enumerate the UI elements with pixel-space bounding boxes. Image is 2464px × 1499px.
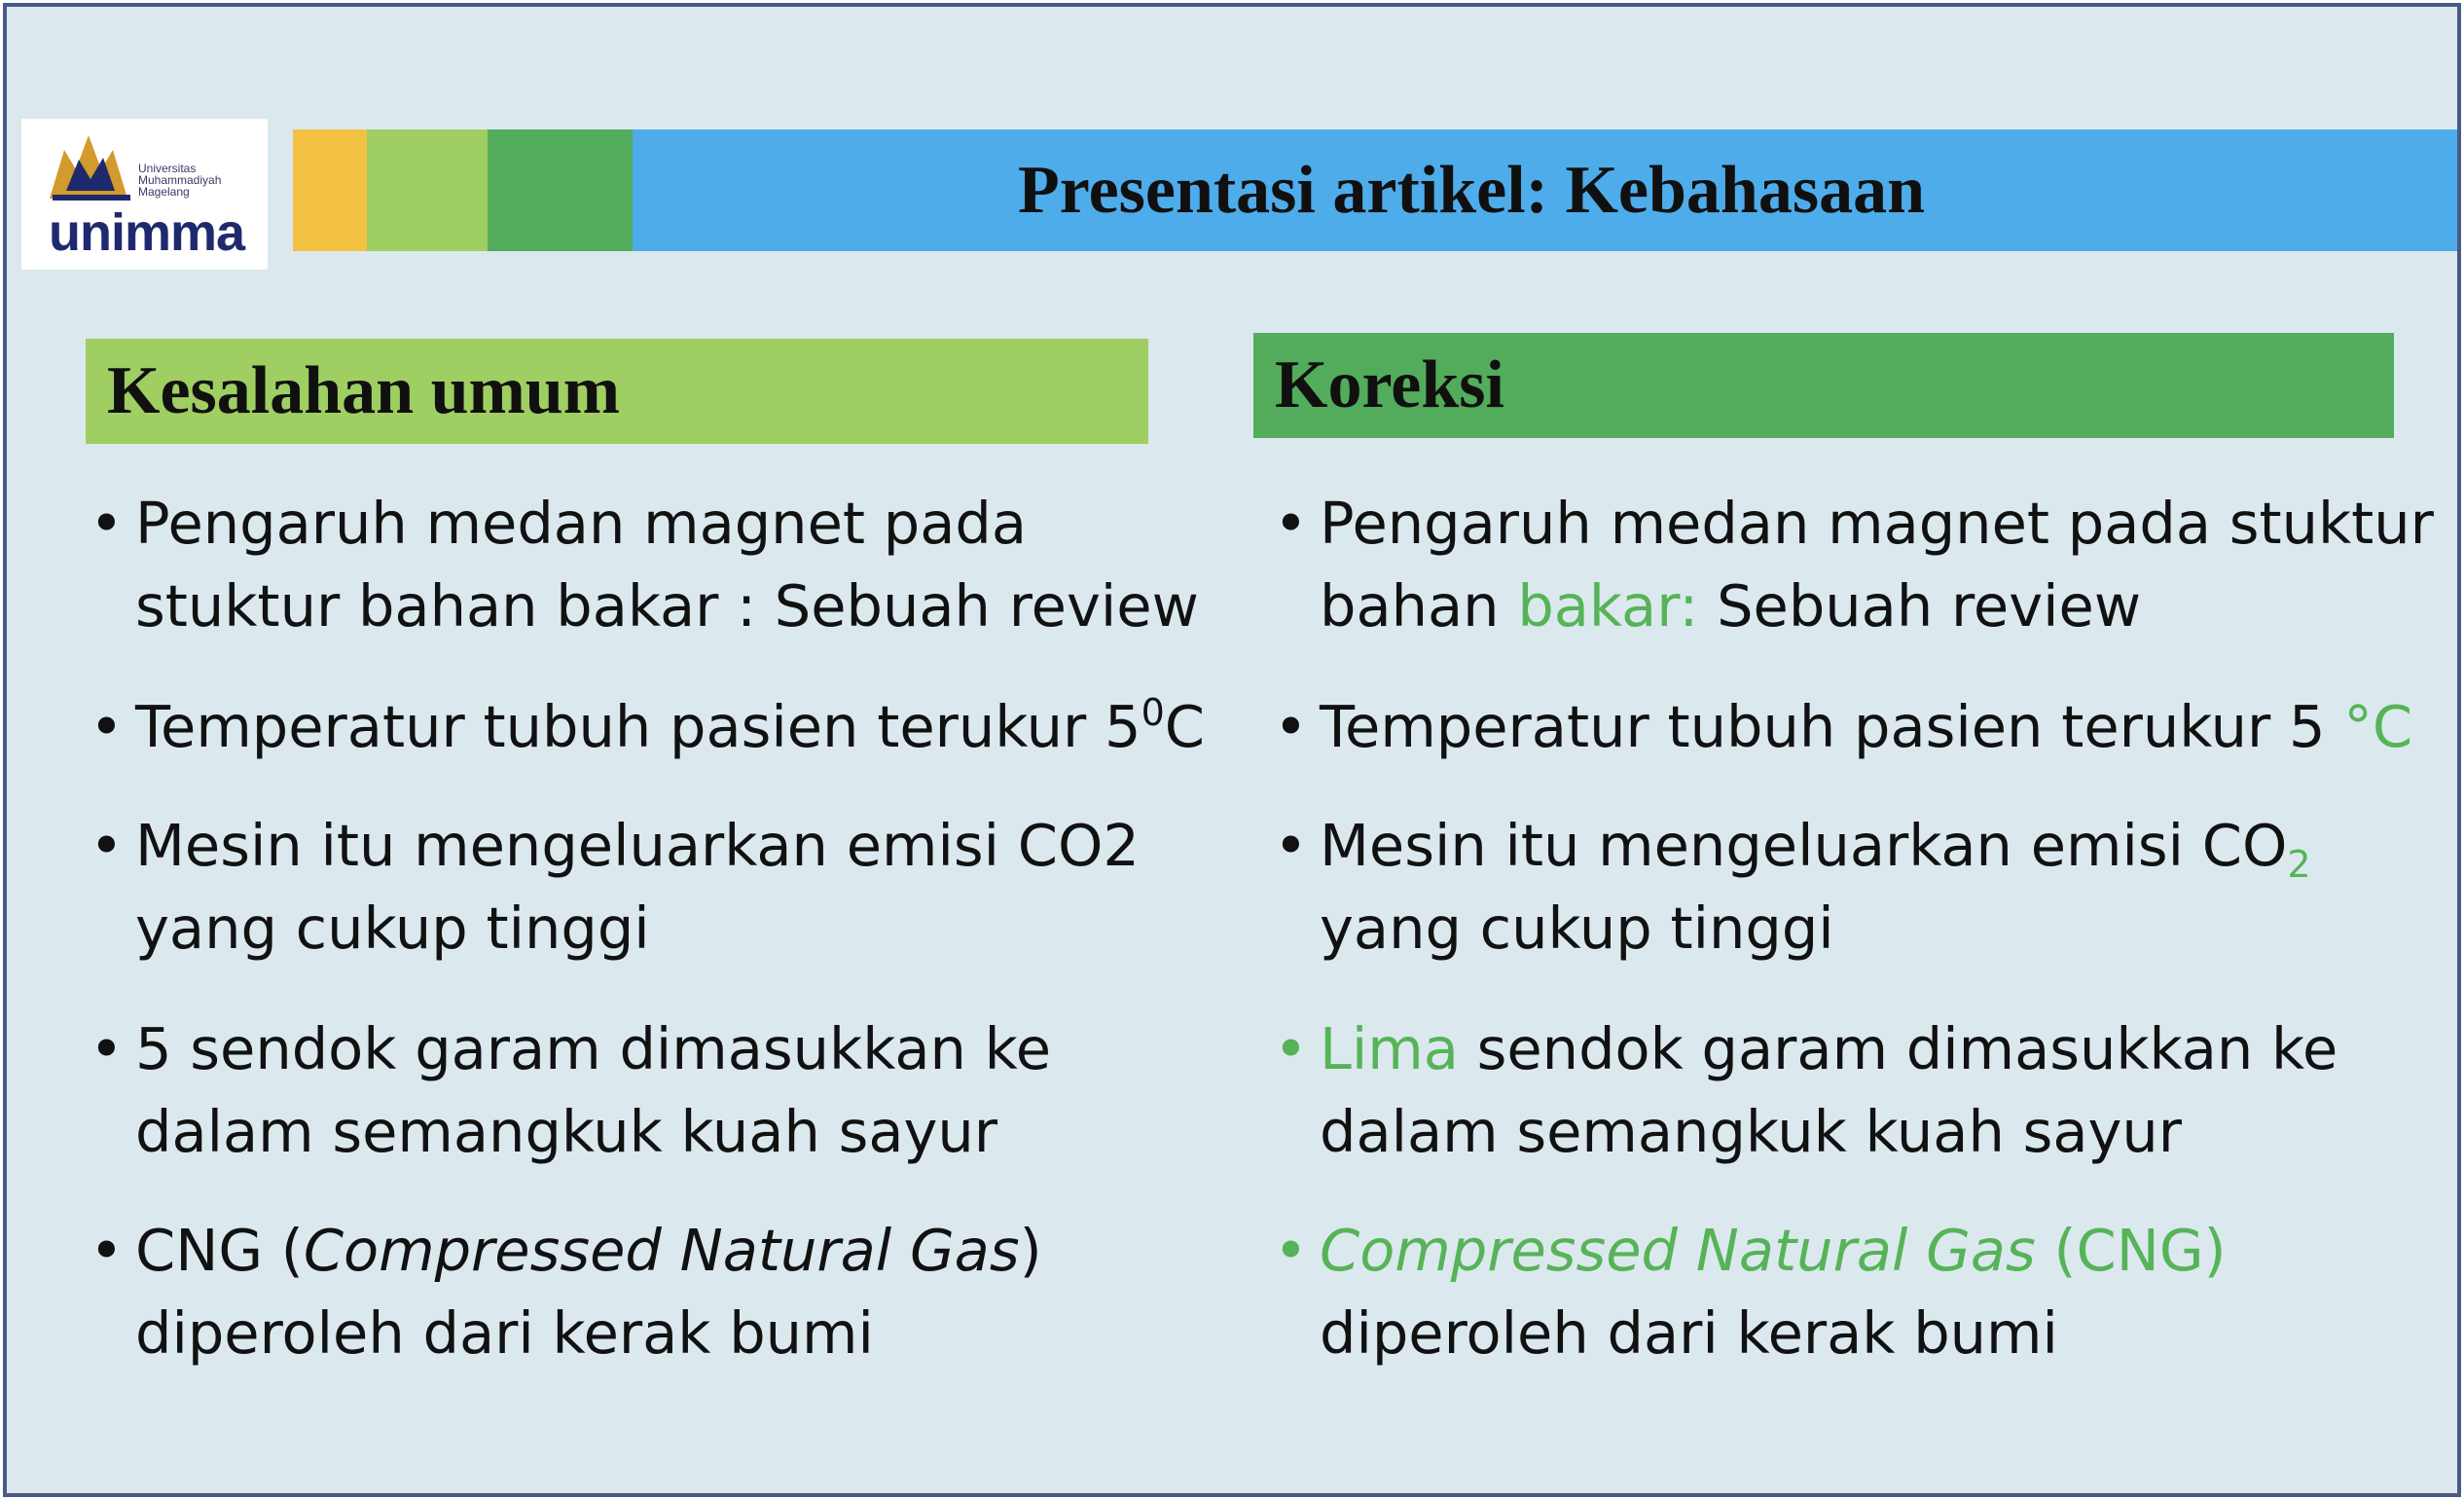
left-column-heading: Kesalahan umum xyxy=(86,339,1148,444)
logo-wordmark: unimma xyxy=(49,203,245,262)
bullet: • xyxy=(1274,693,1308,760)
bullet: • xyxy=(90,1015,124,1082)
list-item: • Pengaruh medan magnet pada stuktur bahan bakar: Sebuah review xyxy=(1274,482,2464,647)
bullet: • xyxy=(1274,812,1308,879)
bullet: • xyxy=(90,1217,124,1284)
bullet: • xyxy=(90,693,124,760)
bullet: • xyxy=(90,812,124,879)
list-item: • Compressed Natural Gas (CNG) diperoleh dari kerak bumi xyxy=(1274,1209,2464,1374)
list-item: • 5 sendok garam dimasukkan ke dalam semangkuk kuah sayur xyxy=(90,1007,1284,1173)
list-item: • Mesin itu mengeluarkan emisi CO2 yang cukup tinggi xyxy=(90,804,1284,969)
list-item: • Lima sendok garam dimasukkan ke dalam semangkuk kuah sayur xyxy=(1274,1007,2464,1173)
university-logo xyxy=(21,119,268,270)
list-item: • Temperatur tubuh pasien terukur 5 °C xyxy=(1274,685,2464,768)
strip-lightgreen xyxy=(367,129,488,251)
logo-line-1: Universitas xyxy=(138,162,197,175)
list-item: • Mesin itu mengeluarkan emisi $CO_2$ yang cukup tinggi xyxy=(1274,804,2464,969)
right-column-heading: Koreksi xyxy=(1253,333,2394,438)
bullet: • xyxy=(1274,1217,1308,1284)
logo-line-2: Muhammadiyah xyxy=(138,173,222,187)
slide-title: Presentasi artikel: Kebahasaan xyxy=(1018,153,1926,228)
unimma-emblem-icon xyxy=(45,130,137,208)
bullet: • xyxy=(1274,490,1308,557)
list-item: • Temperatur tubuh pasien terukur $5^0C$ xyxy=(90,685,1284,768)
logo-university-name xyxy=(138,163,221,198)
strip-green xyxy=(488,129,633,251)
bullet: • xyxy=(90,490,124,557)
bullet: • xyxy=(1274,1015,1308,1082)
list-item: • Pengaruh medan magnet pada stuktur bahan bakar : Sebuah review xyxy=(90,482,1284,647)
list-item: • CNG (Compressed Natural Gas) diperoleh dari kerak bumi xyxy=(90,1209,1284,1374)
slide xyxy=(3,3,2461,1497)
strip-yellow xyxy=(293,129,367,251)
logo-line-3: Magelang xyxy=(138,185,190,199)
